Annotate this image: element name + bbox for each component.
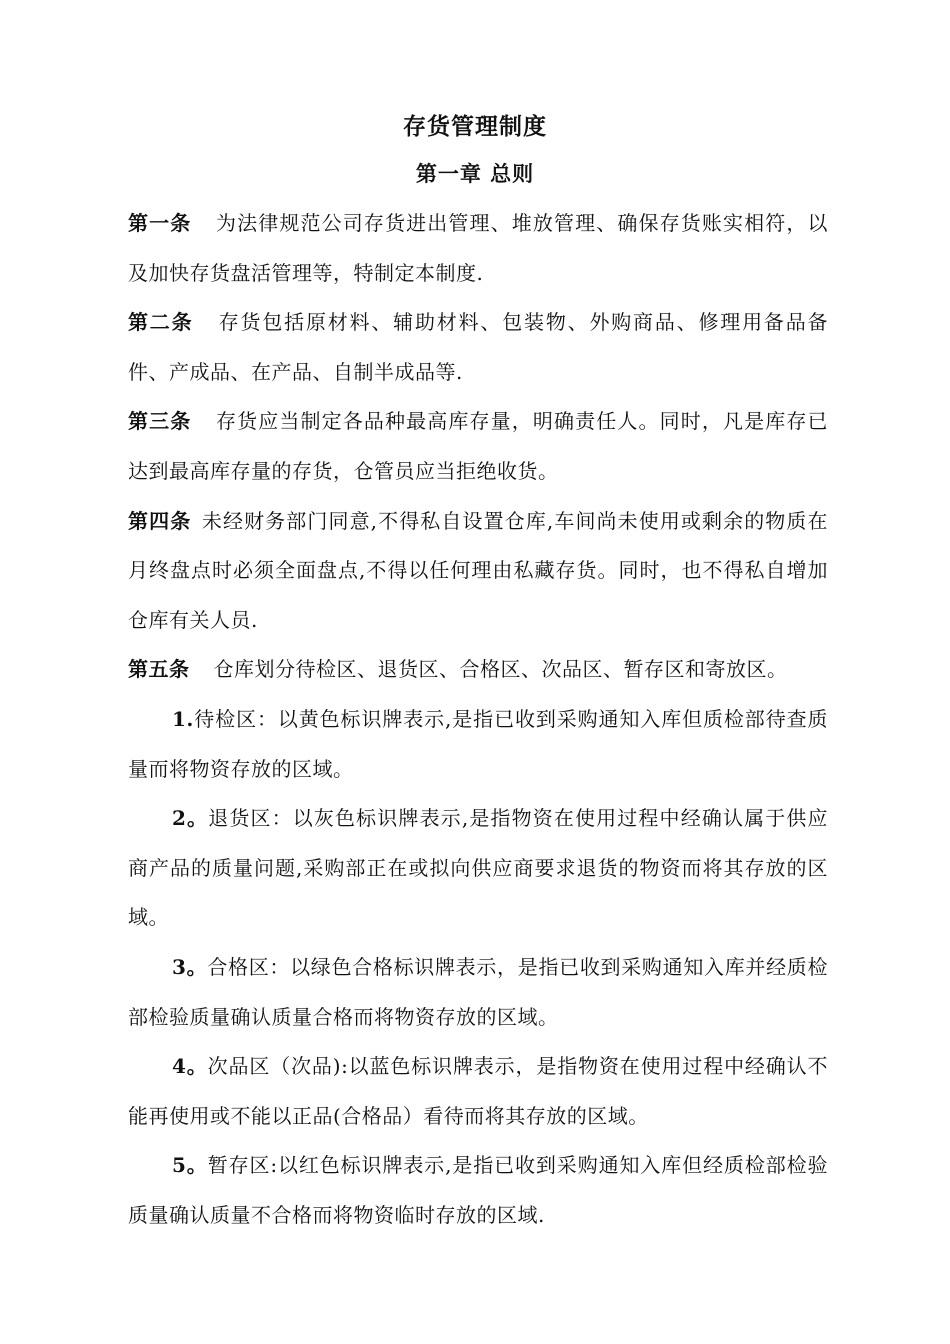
item-number: 5。 <box>172 1153 208 1178</box>
article-label: 第三条 <box>128 409 192 434</box>
article-label: 第一条 <box>128 211 192 235</box>
zone-item-1 <box>128 695 828 794</box>
item-text: 合格区：以绿色合格标识牌表示，是指已收到采购通知入库并经质检部检验质量确认质量合格而将物资存放的区域。 <box>128 954 828 1029</box>
article-5 <box>128 645 828 695</box>
article-2 <box>128 298 828 397</box>
article-label: 第二条 <box>128 310 194 335</box>
item-text: 暂存区:以红色标识牌表示,是指已收到采购通知入库但经质检部检验质量确认质量不合格而将物资临时存放的区域. <box>128 1153 828 1227</box>
item-number: 1. <box>172 706 194 731</box>
article-3 <box>128 397 828 496</box>
article-4 <box>128 497 828 646</box>
zone-item-3 <box>128 943 828 1042</box>
zone-item-4 <box>128 1042 828 1141</box>
article-text: 未经财务部门同意,不得私自设置仓库,车间尚未使用或剩余的物质在月终盘点时必须全面盘点,不得以任何理由私藏存货。同时，也不得私自增加仓库有关人员. <box>128 508 829 632</box>
item-text: 待检区：以黄色标识牌表示,是指已收到采购通知入库但质检部待查质量而将物资存放的区域。 <box>128 706 828 781</box>
article-label: 第四条 <box>128 508 192 533</box>
article-text: 为法律规范公司存货进出管理、堆放管理、确保存货账实相符，以及加快存货盘活管理等，特制定本制度. <box>128 211 828 285</box>
item-text: 次品区（次品):以蓝色标识牌表示，是指物资在使用过程中经确认不能再使用或不能以正品(合格品）看待而将其存放的区域。 <box>128 1054 829 1128</box>
item-number: 4。 <box>172 1054 208 1079</box>
document-title: 存货管理制度 <box>403 113 547 140</box>
article-label: 第五条 <box>128 657 190 682</box>
zone-item-5 <box>128 1141 828 1240</box>
zone-item-2 <box>128 794 828 943</box>
item-number: 2。 <box>172 806 209 831</box>
article-text: 存货应当制定各品种最高库存量，明确责任人。同时，凡是库存已达到最高库存量的存货，仓管员应当拒绝收货。 <box>128 409 828 483</box>
article-1 <box>128 199 828 298</box>
document-body <box>128 199 828 1240</box>
item-text: 退货区：以灰色标识牌表示,是指物资在使用过程中经确认属于供应商产品的质量问题,采购部正在或拟向供应商要求退货的物资而将其存放的区域。 <box>128 806 829 930</box>
chapter-title: 第一章 总则 <box>415 161 535 186</box>
article-text: 仓库划分待检区、退货区、合格区、次品区、暂存区和寄放区。 <box>213 657 788 682</box>
item-number: 3。 <box>172 954 208 979</box>
article-text: 存货包括原材料、辅助材料、包装物、外购商品、修理用备品备件、产成品、在产品、自制半成品等. <box>128 310 829 384</box>
